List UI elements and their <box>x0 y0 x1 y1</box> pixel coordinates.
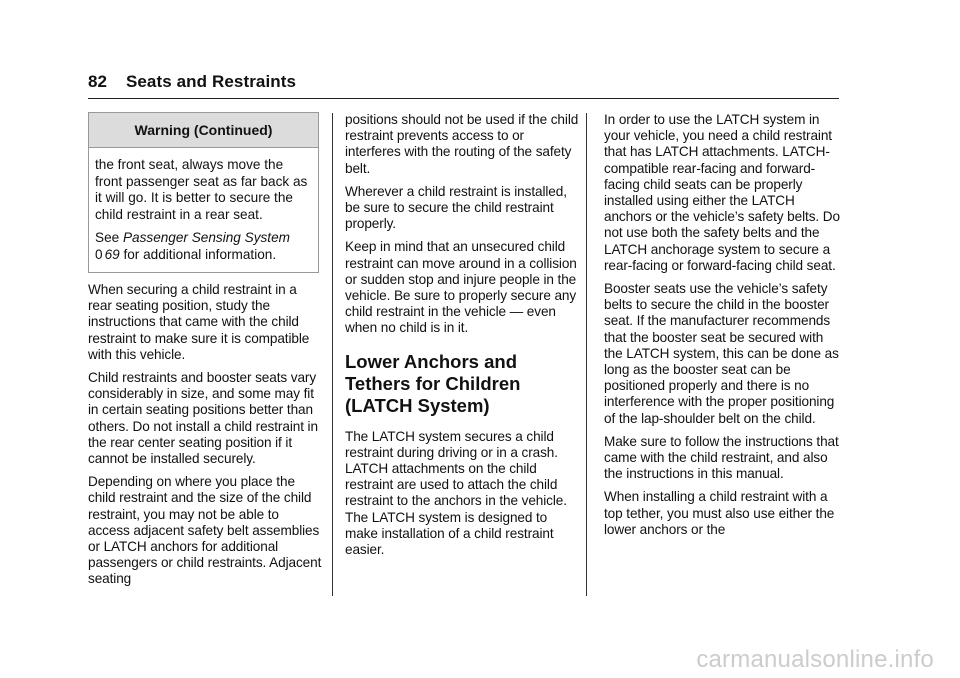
warning-reference <box>95 230 312 263</box>
see-label: See <box>95 230 120 246</box>
paragraph: Keep in mind that an unsecured child restraint can move around in a collision or sudden stop and injure people in the vehicle. Be sure to properly secure any child restraint in the vehicle — even when no child is in it. <box>345 239 577 336</box>
watermark: carmanualsonline.info <box>696 646 934 673</box>
warning-tail: for additional information. <box>123 246 277 262</box>
warning-title: Warning (Continued) <box>89 113 318 148</box>
column-3 <box>604 112 842 545</box>
section-heading: Lower Anchors and Tethers for Children (LATCH System) <box>345 350 521 416</box>
paragraph: Booster seats use the vehicle’s safety belts to secure the child in the booster seat. If the manufacturer recommends that the booster seat be secured with the LATCH system, this can be done as long as the booster seat can be positioned properly and there is no interference with the proper positioning of the lap-shoulder belt on the child. <box>604 281 839 426</box>
paragraph: Depending on where you place the child restraint and the size of the child restraint, you may not be able to access adjacent safety belt assemblies or LATCH anchors for additional passengers or child restraints. Adjacent seating <box>88 474 322 587</box>
warning-box <box>88 112 319 273</box>
chapter-title: Seats and Restraints <box>125 72 297 91</box>
passenger-sensing-link[interactable]: Passenger Sensing System <box>122 230 290 246</box>
warning-body <box>89 148 318 272</box>
paragraph: In order to use the LATCH system in your vehicle, you need a child restraint that has LATCH attachments. LATCH-compatible rear-facing and forward-facing child seats can be properly installed using either the LATCH anchors or the vehicle’s safety belts. Do not use both the safety belts and the LATCH anchorage system to secure a rear-facing or forward-facing child seat. <box>604 112 840 273</box>
page-header <box>88 72 296 92</box>
header-rule <box>88 98 839 99</box>
column-2 <box>345 112 581 565</box>
paragraph: Child restraints and booster seats vary considerably in size, and some may fit in certain seating positions better than others. Do not install a child restraint in the rear center seating position if it cannot be installed securely. <box>88 370 318 467</box>
paragraph: When securing a child restraint in a rear seating position, study the instructions that came with the child restraint to make sure it is compatible with this vehicle. <box>88 282 310 362</box>
warning-text: the front seat, always move the front passenger seat as far back as it will go. It is better to secure the child restraint in a rear seat. <box>95 157 308 222</box>
paragraph: The LATCH system secures a child restraint during driving or in a crash. LATCH attachments on the child restraint are used to attach the child restraint to the anchors in the vehicle. The LATCH system is designed to make installation of a child restraint easier. <box>345 428 567 558</box>
column-divider-2 <box>586 113 587 596</box>
paragraph: When installing a child restraint with a top tether, you must also use either the lower anchors or the <box>604 489 835 537</box>
page-ref-arrow-icon: 0 <box>95 246 103 262</box>
paragraph: Wherever a child restraint is installed, be sure to secure the child restraint properly. <box>345 183 567 232</box>
paragraph: positions should not be used if the child restraint prevents access to or interferes with the routing of the safety belt. <box>345 112 579 176</box>
paragraph: Make sure to follow the instructions that came with the child restraint, and also the instructions in this manual. <box>604 433 839 482</box>
column-1 <box>88 282 324 595</box>
column-divider-1 <box>332 113 333 596</box>
page-number: 82 <box>88 72 108 91</box>
page-ref-number[interactable]: 69 <box>104 246 120 262</box>
